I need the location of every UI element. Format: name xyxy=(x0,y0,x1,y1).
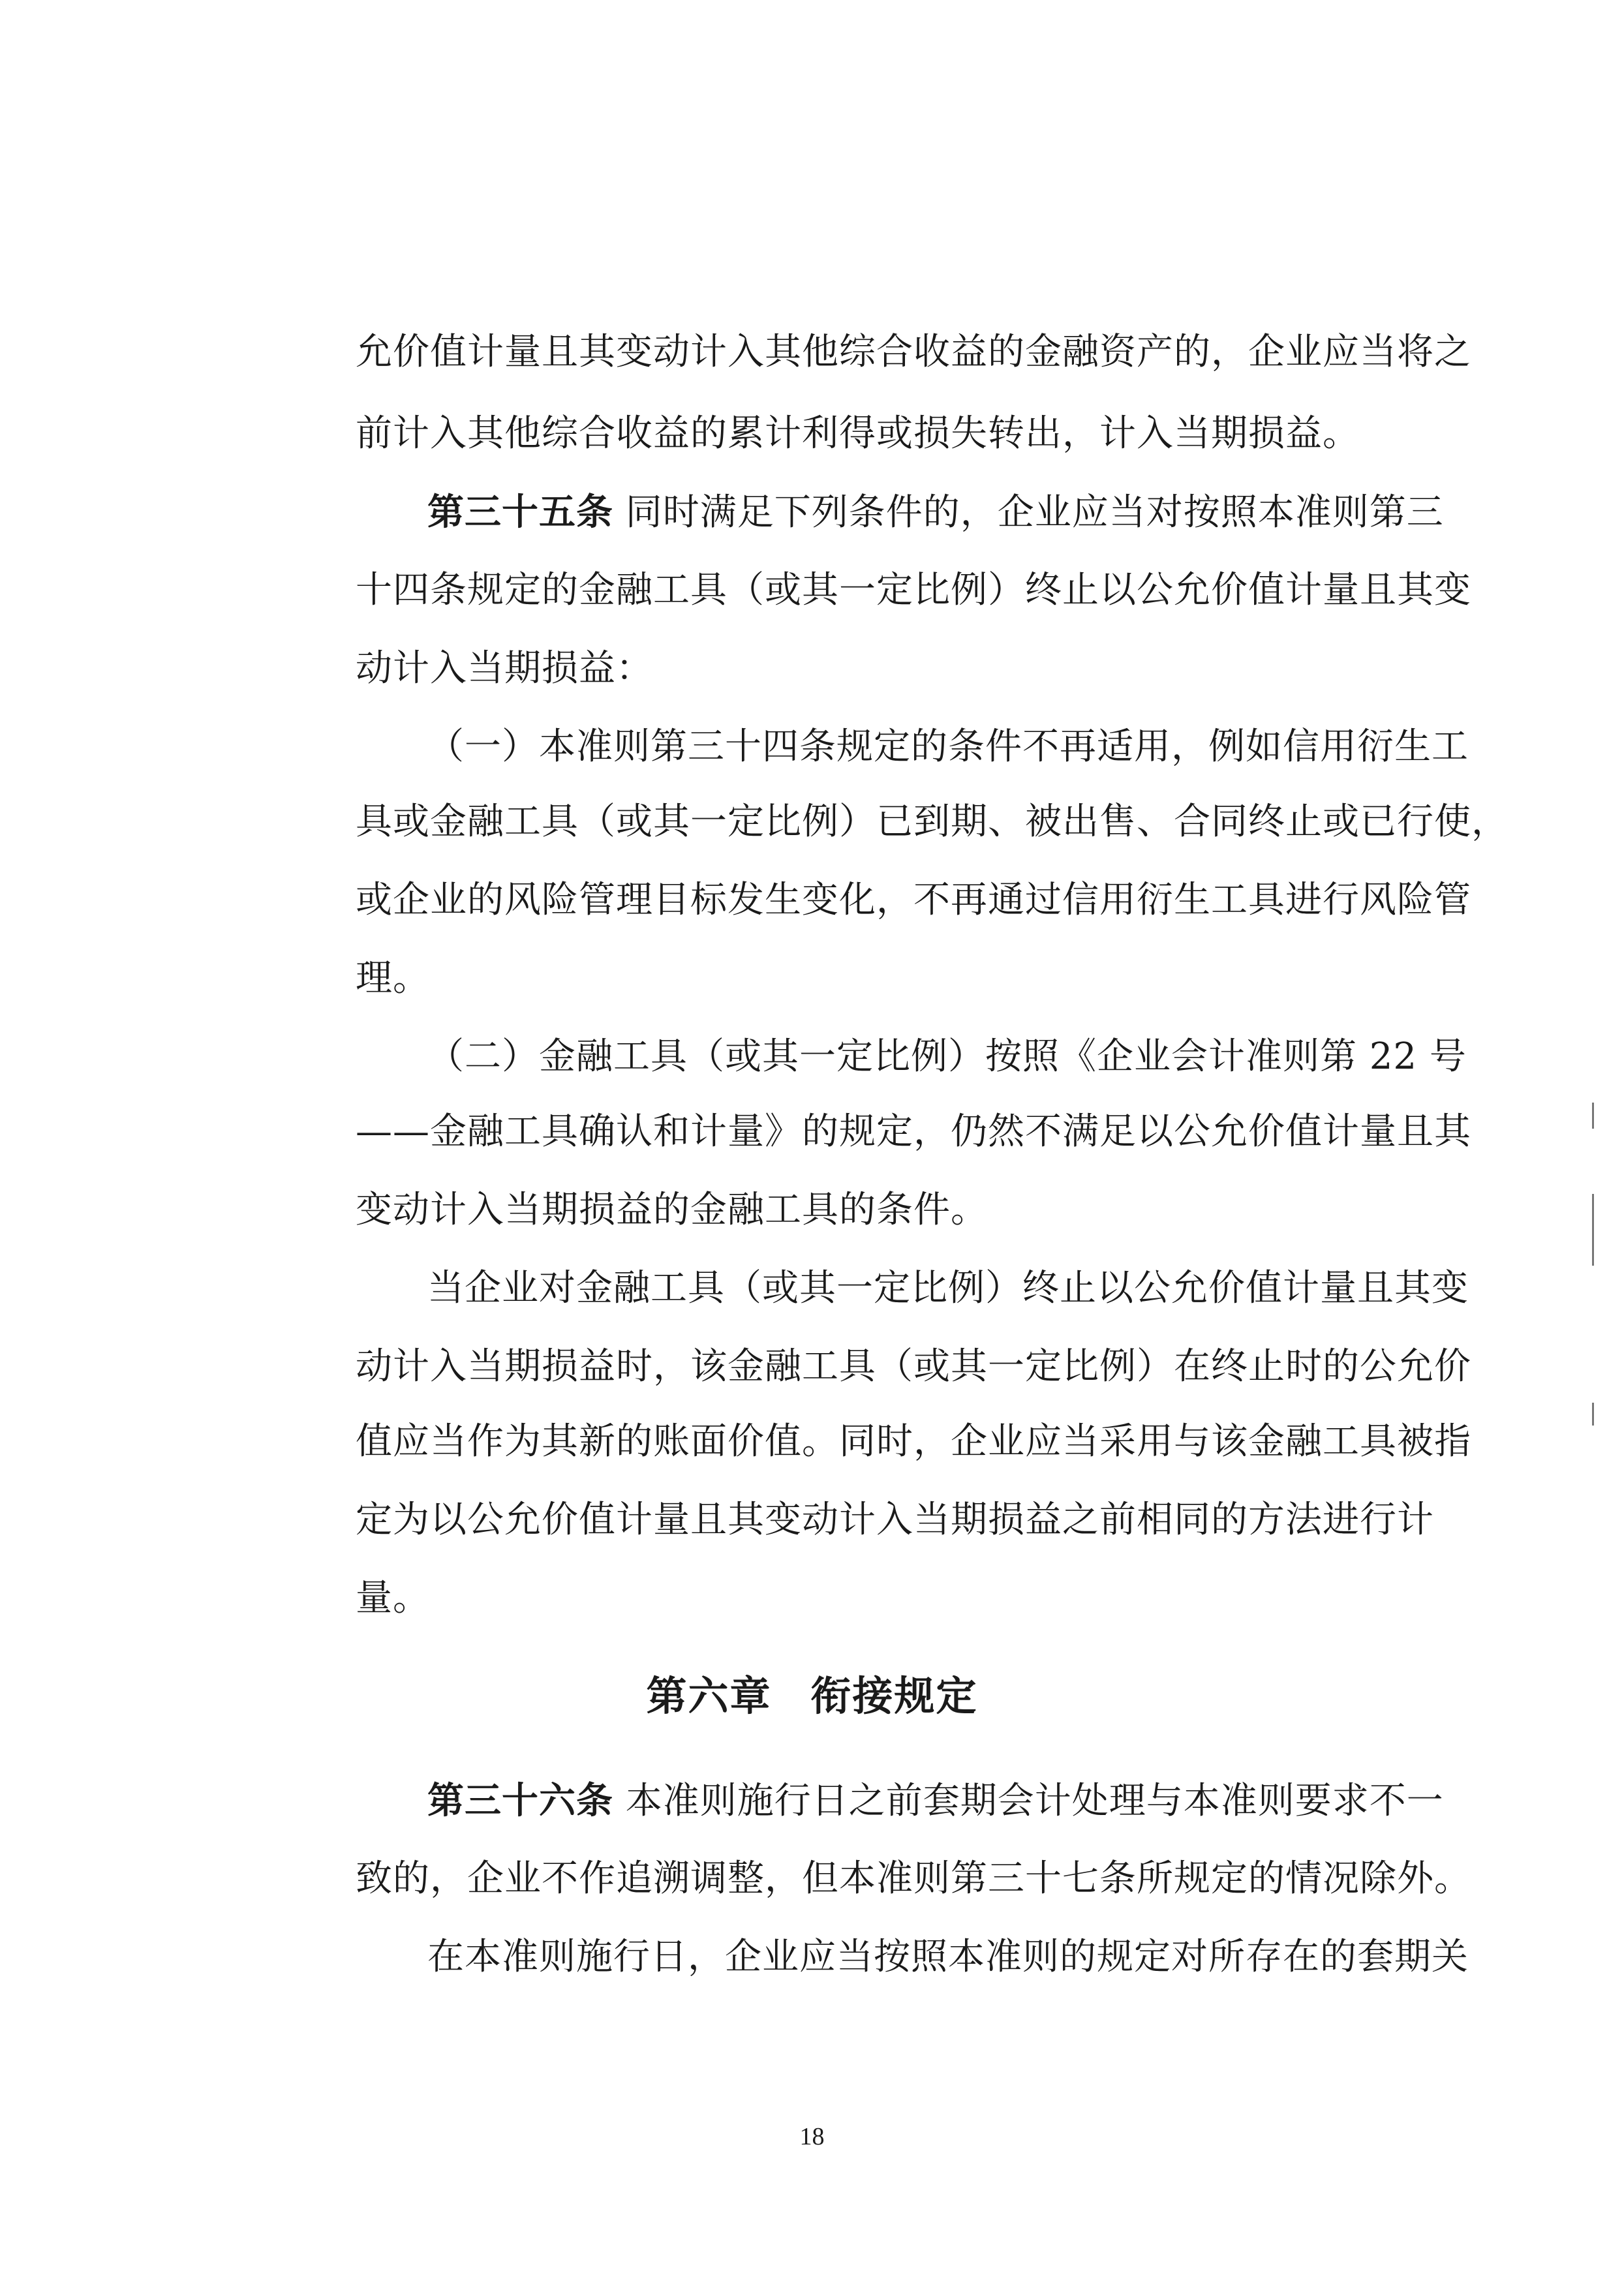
scan-mark xyxy=(1592,1403,1594,1426)
scan-mark xyxy=(1592,1103,1594,1129)
article-35-line xyxy=(427,486,1444,538)
text-line: 变动计入当期损益的金融工具的条件。 xyxy=(356,1189,988,1231)
text-line: 动计入当期损益： xyxy=(356,647,653,690)
text-line: 或企业的风险管理目标发生变化，不再通过信用衍生工具进行风险管 xyxy=(356,879,1471,921)
chapter-title: 衔接规定 xyxy=(810,1672,978,1720)
text-line: 动计入当期损益时，该金融工具（或其一定比例）在终止时的公允价 xyxy=(356,1345,1471,1388)
text-line: 定为以公允价值计量且其变动计入当期损益之前相同的方法进行计 xyxy=(356,1499,1434,1541)
text-line: 允价值计量且其变动计入其他综合收益的金融资产的，企业应当将之 xyxy=(356,331,1471,373)
text-line: 十四条规定的金融工具（或其一定比例）终止以公允价值计量且其变 xyxy=(356,569,1471,611)
article-36-label: 第三十六条 xyxy=(427,1779,613,1822)
text-line: 具或金融工具（或其一定比例）已到期、被出售、合同终止或已行使， xyxy=(356,801,1509,843)
text-line: 当企业对金融工具（或其一定比例）终止以公允价值计量且其变 xyxy=(427,1267,1469,1309)
text-line: （一）本准则第三十四条规定的条件不再适用，例如信用衍生工 xyxy=(427,725,1469,768)
article-36-line xyxy=(427,1775,1444,1827)
chapter-heading xyxy=(0,1667,1624,1726)
text-line: ——金融工具确认和计量》的规定，仍然不满足以公允价值计量且其 xyxy=(356,1110,1471,1153)
text-line: 值应当作为其新的账面价值。同时，企业应当采用与该金融工具被指 xyxy=(356,1420,1471,1463)
page-number: 18 xyxy=(799,2123,825,2150)
text-line: （二）金融工具（或其一定比例）按照《企业会计准则第 22 号 xyxy=(427,1035,1467,1078)
text-line: 致的，企业不作追溯调整，但本准则第三十七条所规定的情况除外。 xyxy=(356,1857,1471,1900)
scan-mark xyxy=(1592,1194,1594,1266)
text-line: 量。 xyxy=(356,1577,430,1619)
article-36-text: 本准则施行日之前套期会计处理与本准则要求不一 xyxy=(613,1780,1444,1822)
text-line: 理。 xyxy=(356,957,430,999)
chapter-number: 第六章 xyxy=(646,1672,772,1720)
text-line: 在本准则施行日，企业应当按照本准则的规定对所存在的套期关 xyxy=(427,1936,1469,1978)
text-line: 前计入其他综合收益的累计利得或损失转出，计入当期损益。 xyxy=(356,412,1360,455)
article-35-label: 第三十五条 xyxy=(427,491,613,534)
article-35-text: 同时满足下列条件的，企业应当对按照本准则第三 xyxy=(613,491,1444,534)
